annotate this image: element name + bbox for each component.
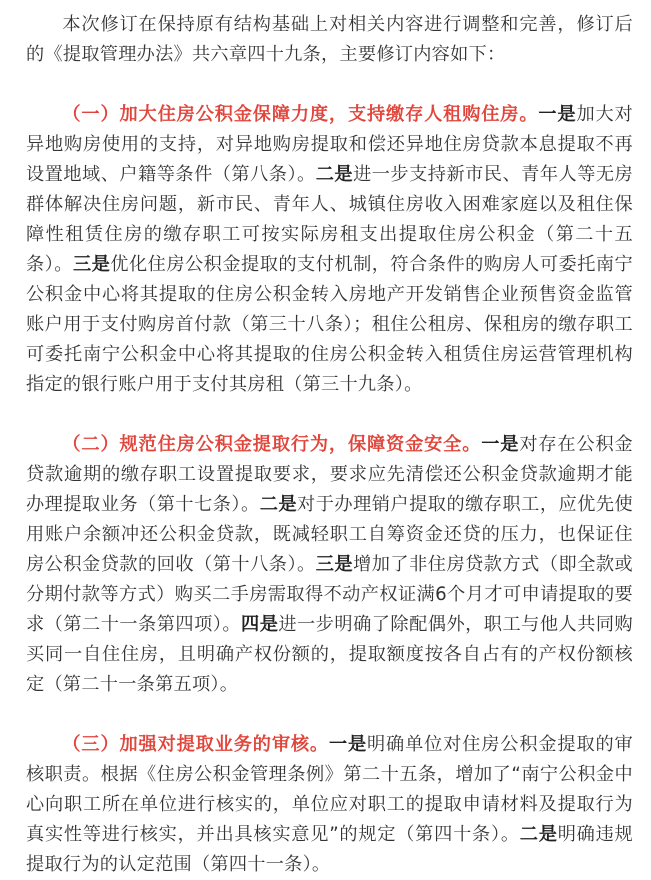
section-3-heading: （三）加强对提取业务的审核。 xyxy=(62,734,329,755)
section-1-item-1-ordinal: 一是 xyxy=(538,104,577,125)
section-1-item-3-text: 优化住房公积金提取的支付机制，符合条件的购房人可委托南宁公积金中心将其提取的住房公积金转入房地产开发销售企业预售资金监管账户用于支付购房首付款（第三十八条）；租住公租房、保租房的缴存职工可委托南宁公积金中心将其提取的住房公积金转入租赁住房运营管理机构指定的银行账户用于支付其房租（第三十九条）。 xyxy=(26,254,633,395)
section-2-item-3-text: 增加了非住房贷款方式（即全款或分期付款等方式）购买二手房需取得不动产权证满6个月才可申请提取的要求（第二十一条第四项）。 xyxy=(26,554,633,635)
intro-paragraph: 本次修订在保持原有结构基础上对相关内容进行调整和完善，修订后的《提取管理办法》共六章四十九条，主要修订内容如下： xyxy=(26,14,633,65)
section-3-item-1-ordinal: 一是 xyxy=(328,734,368,755)
paragraph-spacer xyxy=(26,700,633,730)
section-1-item-2-text: 进一步支持新市民、青年人等无房群体解决住房问题，新市民、青年人、城镇住房收入困难家庭以及租住保障性租赁住房的缴存职工可按实际房租支出提取住房公积金（第二十五条）。 xyxy=(26,164,633,275)
section-3-item-2-text: 明确违规提取行为的认定范围（第四十一条）。 xyxy=(26,824,633,875)
section-1-item-3-ordinal: 三是 xyxy=(72,254,111,275)
paragraph-spacer xyxy=(26,400,633,430)
section-3-item-2-ordinal: 二是 xyxy=(519,824,558,845)
section-2-item-1-text: 对存在公积金贷款逾期的缴存职工设置提取要求，要求应先清偿还公积金贷款逾期才能办理提取业务（第十七条）。 xyxy=(26,434,633,515)
paragraph-spacer xyxy=(26,70,633,100)
section-2-item-1-ordinal: 一是 xyxy=(481,434,520,455)
section-2-paragraph xyxy=(26,430,633,700)
section-2-item-2-ordinal: 二是 xyxy=(259,494,298,515)
section-2-heading: （二）规范住房公积金提取行为，保障资金安全。 xyxy=(62,434,482,455)
section-1-paragraph xyxy=(26,100,633,400)
section-2-item-3-ordinal: 三是 xyxy=(315,554,354,575)
section-1-item-1-text: 加大对异地购房使用的支持，对异地购房提取和偿还异地住房贷款本息提取不再设置地域、户籍等条件（第八条）。 xyxy=(26,104,633,185)
section-1-heading: （一）加大住房公积金保障力度，支持缴存人租购住房。 xyxy=(62,104,539,125)
section-1-item-2-ordinal: 二是 xyxy=(315,164,354,185)
section-3-item-1-text: 明确单位对住房公积金提取的审核职责。根据《住房公积金管理条例》第二十五条，增加了“南宁公积金中心向职工所在单位进行核实的，单位应对职工的提取申请材料及提取行为真实性等进行核实，并出具核实意见”的规定（第四十条）。 xyxy=(26,734,633,845)
section-2-item-4-text: 进一步明确了除配偶外，职工与他人共同购买同一自住住房，且明确产权份额的，提取额度按各自占有的产权份额核定（第二十一条第五项）。 xyxy=(26,614,633,695)
section-2-item-4-ordinal: 四是 xyxy=(241,614,279,635)
section-2-item-2-text: 对于办理销户提取的缴存职工，应优先使用账户余额冲还公积金贷款，既减轻职工自筹资金还贷的压力，也保证住房公积金贷款的回收（第十八条）。 xyxy=(26,494,633,575)
section-3-paragraph xyxy=(26,730,633,880)
